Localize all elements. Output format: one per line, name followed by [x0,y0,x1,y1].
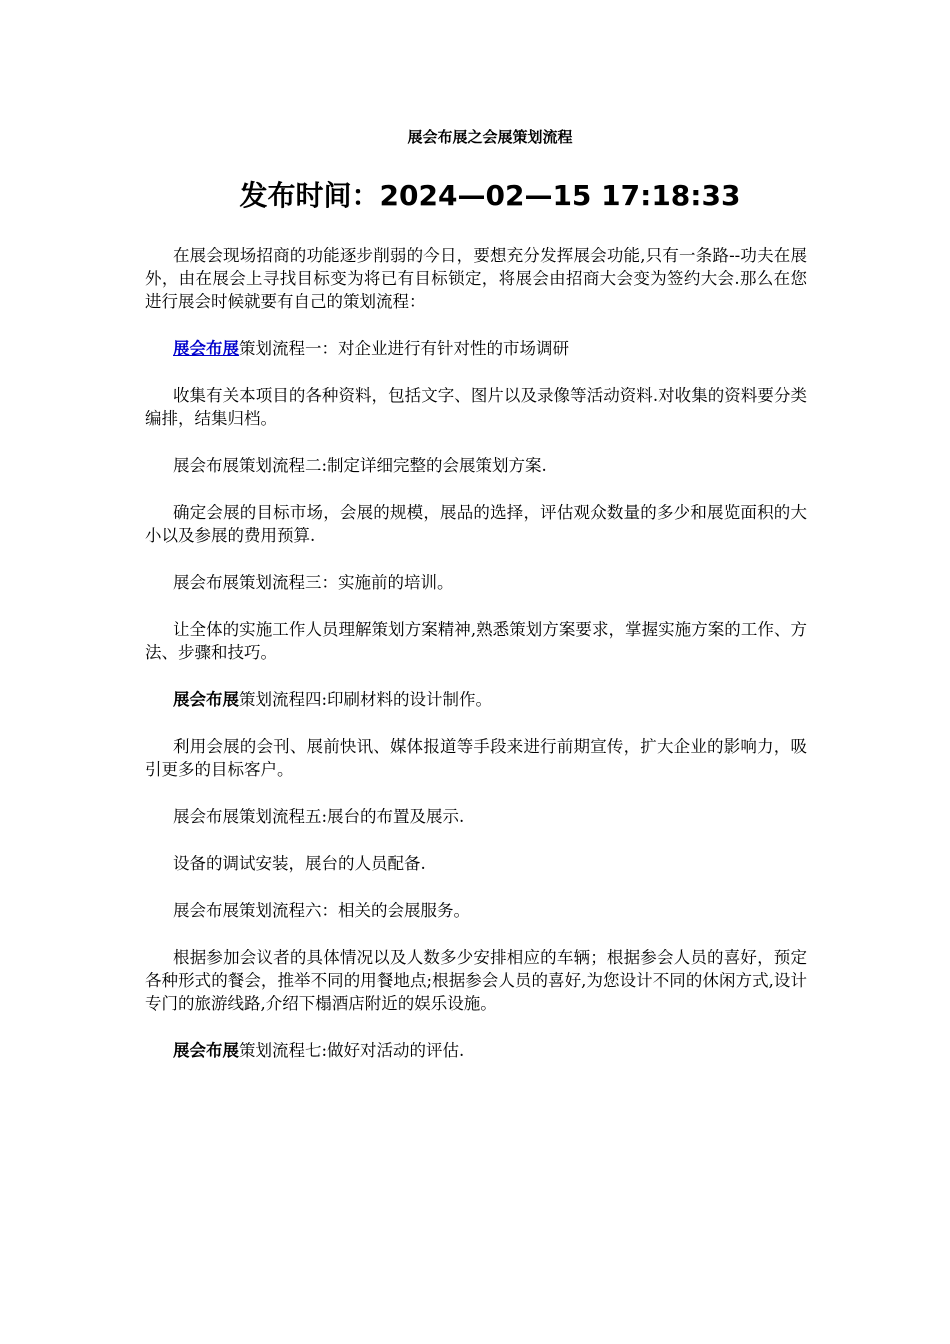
step-5-heading [145,805,807,828]
step-6-heading-text: 策划流程六：相关的会展服务。 [239,901,470,920]
intro-paragraph: 在展会现场招商的功能逐步削弱的今日，要想充分发挥展会功能,只有一条路--功夫在展外，由在展会上寻找目标变为将已有目标锁定，将展会由招商大会变为签约大会.那么在您进行展会时候就要有自己的策划流程： [145,246,807,311]
step-1-heading [145,337,807,360]
step-2-term: 展会布展 [173,456,239,475]
step-7-heading-text: 策划流程七:做好对活动的评估. [239,1041,465,1060]
step-4-heading [145,688,807,711]
step-1-term-link[interactable]: 展会布展 [173,339,239,358]
step-1-heading-text: 策划流程一：对企业进行有针对性的市场调研 [239,339,569,358]
step-2-heading [145,454,807,477]
step-2-heading-text: 策划流程二:制定详细完整的会展策划方案. [239,456,547,475]
step-7-term: 展会布展 [173,1041,239,1060]
step-6-heading [145,899,807,922]
document-body [145,244,807,1086]
step-5-body: 设备的调试安装，展台的人员配备. [173,854,426,873]
step-5-term: 展会布展 [173,807,239,826]
step-2-body: 确定会展的目标市场，会展的规模，展品的选择，评估观众数量的多少和展览面积的大小以及参展的费用预算. [145,503,807,545]
step-6-term: 展会布展 [173,901,239,920]
step-4-term: 展会布展 [173,690,239,709]
step-5-heading-text: 策划流程五:展台的布置及展示. [239,807,465,826]
step-1-body: 收集有关本项目的各种资料，包括文字、图片以及录像等活动资料.对收集的资料要分类编排，结集归档。 [145,386,807,428]
step-4-body: 利用会展的会刊、展前快讯、媒体报道等手段来进行前期宣传，扩大企业的影响力，吸引更多的目标客户。 [145,737,807,779]
step-4-heading-text: 策划流程四:印刷材料的设计制作。 [239,690,493,709]
document-title: 展会布展之会展策划流程 [407,128,573,146]
step-3-term: 展会布展 [173,573,239,592]
step-3-heading [145,571,807,594]
step-6-body: 根据参加会议者的具体情况以及人数多少安排相应的车辆；根据参会人员的喜好，预定各种形式的餐会，推举不同的用餐地点;根据参会人员的喜好,为您设计不同的休闲方式,设计专门的旅游线路,介绍下榻酒店附近的娱乐设施。 [145,948,807,1013]
publish-time: 发布时间：2024—02—15 17:18:33 [239,179,741,212]
step-7-heading [145,1039,807,1062]
step-3-body: 让全体的实施工作人员理解策划方案精神,熟悉策划方案要求，掌握实施方案的工作、方法、步骤和技巧。 [145,620,807,662]
step-3-heading-text: 策划流程三：实施前的培训。 [239,573,454,592]
